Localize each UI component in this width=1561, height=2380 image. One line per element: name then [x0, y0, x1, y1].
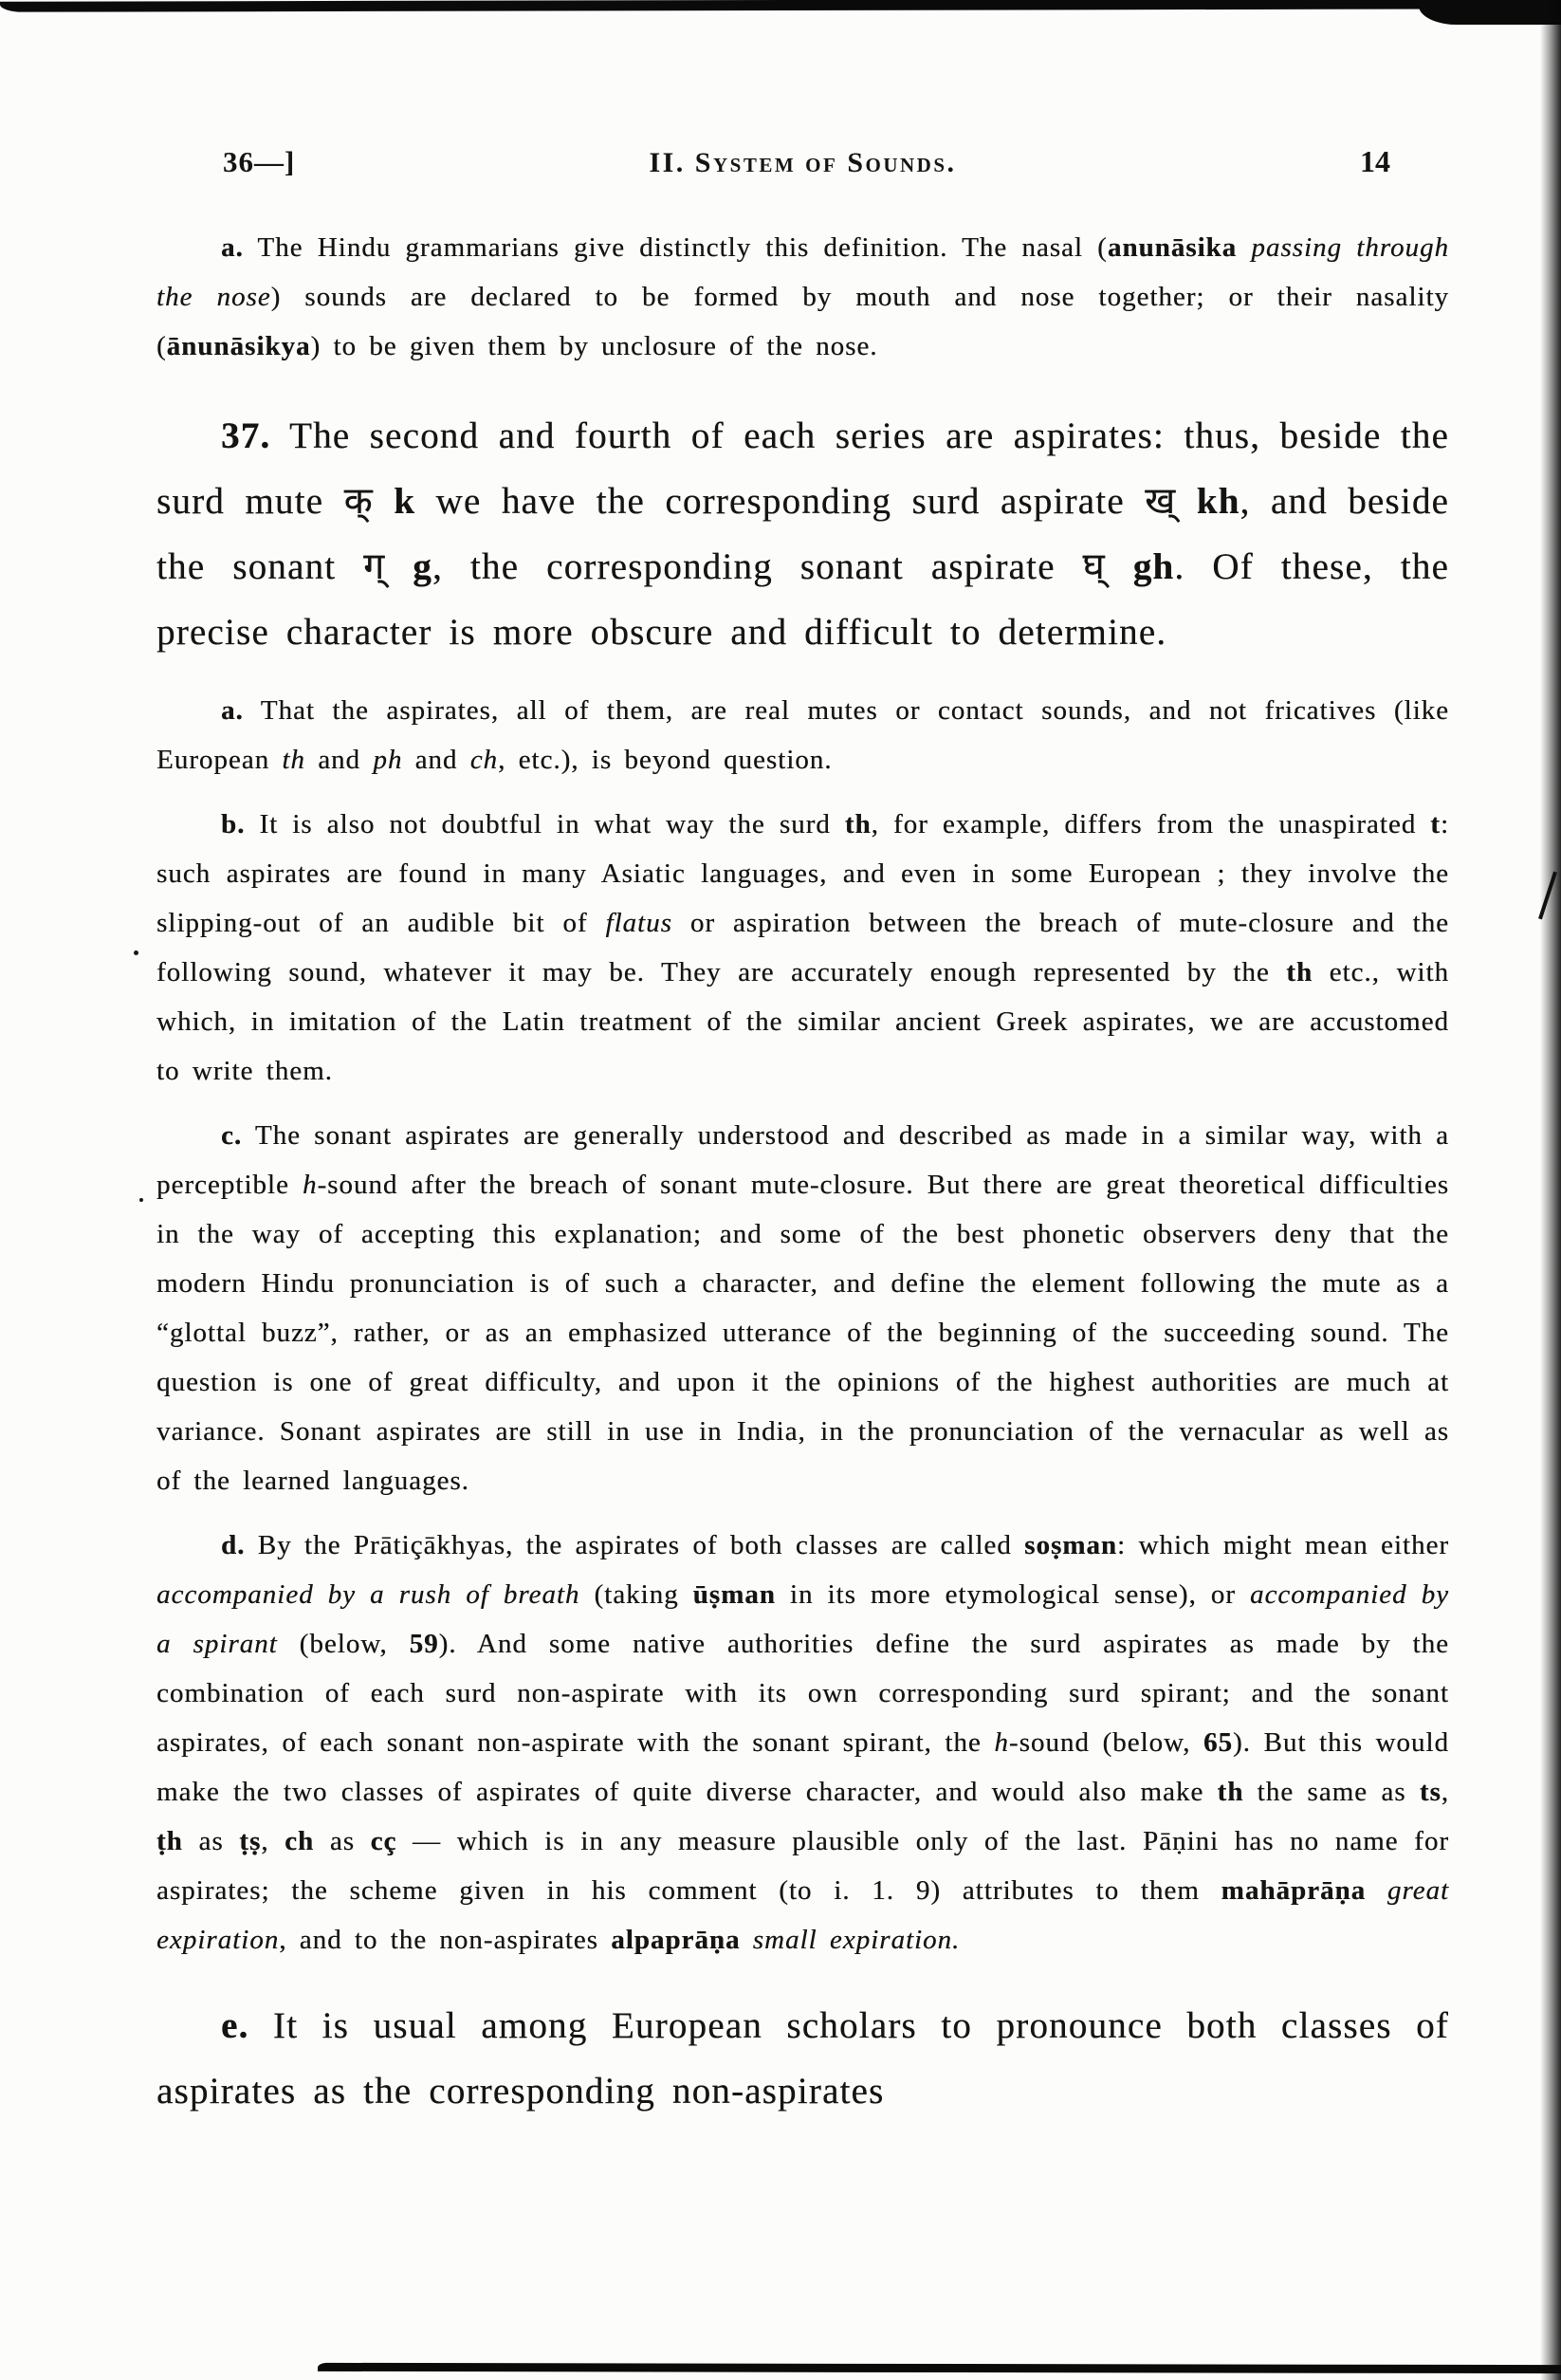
running-header [156, 144, 1449, 179]
paragraph-37d: d. By the Prātiçākhyas, the aspirates of both classes are called soṣman: which might mean either accompanied by a rush of breath (taking ūṣman in its more etymological sense), or accompanied by a spirant (below, 59). And some native authorities define the surd aspirates as made by the combination of each surd non-aspirate with its own corresponding surd spirant; and the sonant aspirates, of each sonant non-aspirate with the sonant spirant, the h-sound (below, 65). But this would make the two classes of aspirates of quite diverse character, and would also make th the same as ts, ṭh as ṭṣ, ch as cç — which is in any measure plausible only of the last. Pāṇini has no name for aspirates; the scheme given in his comment (to i. 1. 9) attributes to them mahāprāṇa great expiration, and to the non-aspirates alpaprāṇa small expiration. [156, 1530, 1450, 1955]
scan-artifact-right-edge [1540, 0, 1561, 2380]
paragraph-36a: a. The Hindu grammarians give distinctly this definition. The nasal (anunāsika passing through the nose) sounds are declared to be formed by mouth and nose together; or their nasality (ānunāsikya) to be given them by unclosure of the nose. [156, 232, 1450, 361]
scan-artifact-ink-dot [139, 1198, 143, 1202]
running-title: II. System of Sounds. [649, 147, 957, 178]
scan-artifact-bottom-edge [318, 2363, 1561, 2373]
paragraph-37c: c. The sonant aspirates are generally understood and described as made in a similar way, with a perceptible h-sound after the breach of sonant mute-closure. But there are great theoretical difficulties in the way of accepting this explanation; and some of the best phonetic observers deny that the modern Hindu pronunciation is of such a character, and define the element following the mute as a “glottal buzz”, rather, or as an emphasized utterance of the beginning of the succeeding sound. The question is one of great difficulty, and upon it the opinions of the highest authorities are much at variance. Sonant aspirates are still in use in India, in the pronunciation of the vernacular as well as of the learned languages. [156, 1120, 1449, 1496]
paragraph-37e: e. It is usual among European scholars to pronounce both classes of aspirates as the corresponding non-aspirates [156, 2005, 1449, 2112]
page-body [156, 223, 1449, 2124]
paragraph-37b: b. It is also not doubtful in what way the surd th, for example, differs from the unaspirated t: such aspirates are found in many Asiatic languages, and even in some European ; they involve the slipping-out of an audible bit of flatus or aspiration between the breach of mute-closure and the following sound, whatever it may be. They are accurately enough represented by the th etc., with which, in imitation of the Latin treatment of the similar ancient Greek aspirates, we are accustomed to write them. [156, 809, 1450, 1086]
paragraph-37: 37. The second and fourth of each series are aspirates: thus, beside the surd mute क् k we have the corresponding surd aspirate ख् kh, and beside the sonant ग् g, the corresponding sonant aspirate घ् gh. Of these, the precise character is more obscure and difficult to determine. [156, 415, 1450, 653]
paragraph-37a: a. That the aspirates, all of them, are real mutes or contact sounds, and not fricatives (like European th and ph and ch, etc.), is beyond question. [156, 695, 1449, 775]
section-marker: 36—] [223, 145, 296, 178]
scan-artifact-ink-dot [134, 950, 138, 955]
page-number: 14 [1360, 144, 1390, 178]
